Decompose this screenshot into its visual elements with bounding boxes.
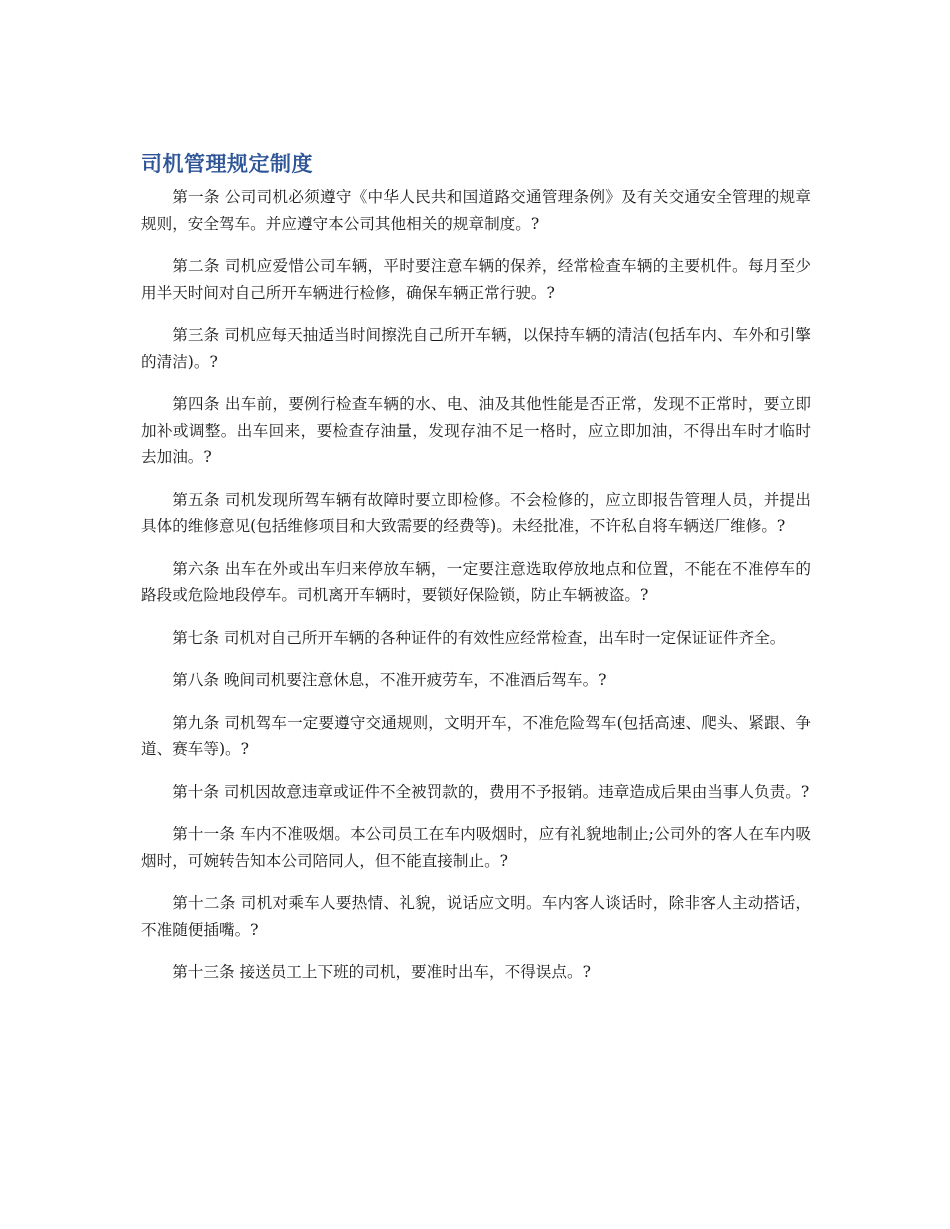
article-3: 第三条 司机应每天抽适当时间擦洗自己所开车辆，以保持车辆的清洁(包括车内、车外和引擎的清洁)。? (141, 326, 811, 371)
article-5: 第五条 司机发现所驾车辆有故障时要立即检修。不会检修的，应立即报告管理人员，并提出具体的维修意见(包括维修项目和大致需要的经费等)。未经批准，不许私自将车辆送厂维修。? (141, 490, 811, 535)
article-10: 第十条 司机因故意违章或证件不全被罚款的，费用不予报销。违章造成后果由当事人负责。? (172, 782, 810, 801)
article-12: 第十二条 司机对乘车人要热情、礼貌，说话应文明。车内客人谈话时，除非客人主动搭话，不准随便插嘴。? (141, 894, 811, 939)
article-1: 第一条 公司司机必须遵守《中华人民共和国道路交通管理条例》及有关交通安全管理的规章规则，安全驾车。并应遵守本公司其他相关的规章制度。? (141, 188, 811, 233)
article-4: 第四条 出车前，要例行检查车辆的水、电、油及其他性能是否正常，发现不正常时，要立即加补或调整。出车回来，要检查存油量，发现存油不足一格时，应立即加油，不得出车时才临时去加油。? (141, 395, 811, 466)
article-7: 第七条 司机对自己所开车辆的各种证件的有效性应经常检查，出车时一定保证证件齐全。 (172, 628, 786, 647)
document-title: 司机管理规定制度 (141, 152, 313, 176)
article-2: 第二条 司机应爱惜公司车辆，平时要注意车辆的保养，经常检查车辆的主要机件。每月至少用半天时间对自己所开车辆进行检修，确保车辆正常行驶。? (141, 257, 811, 302)
document-body (141, 148, 811, 1002)
article-9: 第九条 司机驾车一定要遵守交通规则，文明开车，不准危险驾车(包括高速、爬头、紧跟、争道、赛车等)。? (141, 713, 811, 758)
article-8: 第八条 晚间司机要注意休息，不准开疲劳车，不准酒后驾车。? (172, 671, 607, 689)
article-6: 第六条 出车在外或出车归来停放车辆，一定要注意选取停放地点和位置，不能在不准停车的路段或危险地段停车。司机离开车辆时，要锁好保险锁，防止车辆被盗。? (141, 559, 811, 604)
article-11: 第十一条 车内不准吸烟。本公司员工在车内吸烟时，应有礼貌地制止;公司外的客人在车内吸烟时，可婉转告知本公司陪同人，但不能直接制止。? (141, 825, 811, 870)
article-13: 第十三条 接送员工上下班的司机，要准时出车，不得误点。? (172, 963, 591, 981)
